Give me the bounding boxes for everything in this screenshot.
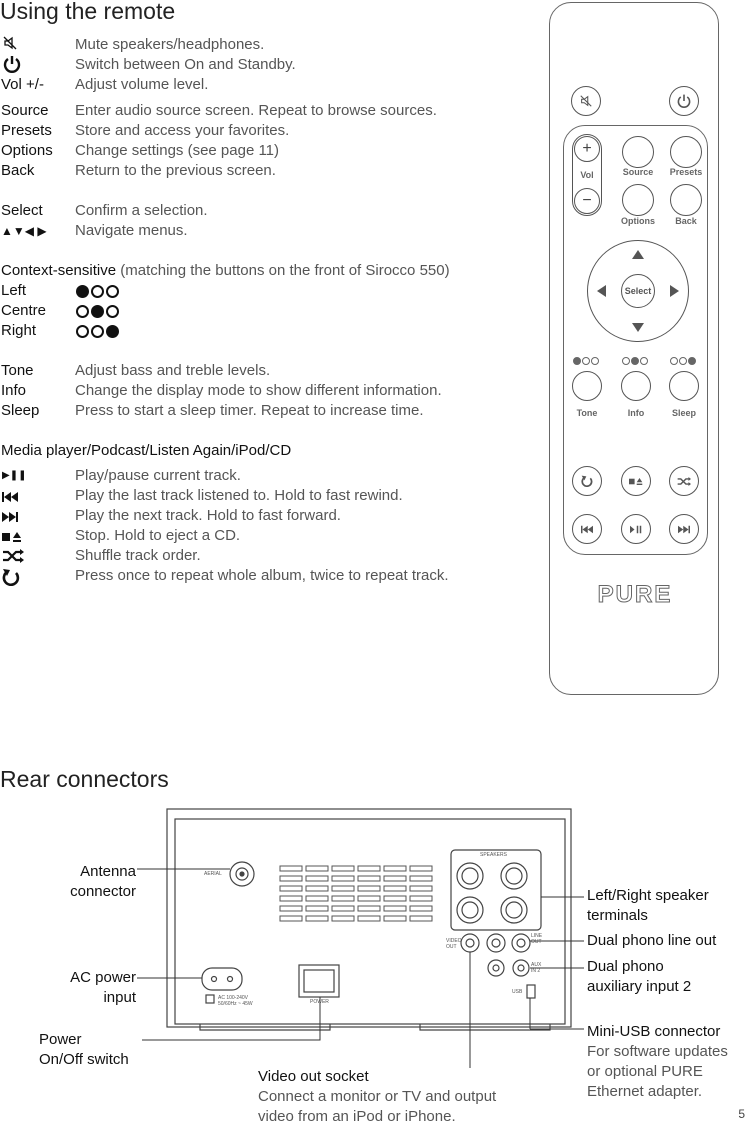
usb-callout-desc-1: For software updates [587,1043,728,1060]
remote-stop-eject-button [621,466,651,496]
list-item-term: Left [1,282,27,299]
list-item-desc: Play the next track. Hold to fast forward. [75,507,341,524]
list-item-desc: Press once to repeat whole album, twice to repeat track. [75,567,449,584]
antenna-callout-line1: Antenna [80,863,136,880]
power-label: POWER [310,999,329,1005]
aux-input-callout [587,957,691,997]
remote-prev-button [572,514,602,544]
list-item-term: Sleep [1,402,40,419]
video-out-callout-desc-1: Connect a monitor or TV and output [258,1088,497,1105]
remote-sleep-label: Sleep [671,408,696,418]
remote-nav-ring [587,240,689,342]
remote-source-button [622,136,654,168]
remote-illustration [549,2,719,695]
remote-play-pause-button [621,514,651,544]
ac-power-callout [70,968,136,1008]
aux-in-label: AUX IN 2 [531,962,542,974]
usb-callout [587,1022,728,1102]
centre-button-dots-icon [76,305,119,318]
list-item-term: Centre [1,302,47,319]
stop-eject-icon [2,530,22,546]
remote-right-dots-icon [670,357,696,365]
ac-power-callout-line1: AC power [70,969,136,986]
ac-power-callout-line2: input [103,989,136,1006]
power-switch-callout-line1: Power [39,1031,82,1048]
remote-select-button [621,274,655,308]
remote-vol-up-button: + [574,136,600,162]
list-item-desc: Switch between On and Standby. [75,56,296,73]
video-out-callout-desc-2: video from an iPod or iPhone. [258,1108,456,1125]
list-item-term: Back [1,162,35,179]
usb-callout-title: Mini-USB connector [587,1023,721,1040]
list-item-desc: Change settings (see page 11) [75,142,280,159]
power-switch-callout [39,1030,129,1070]
page-number: 5 [738,1107,745,1121]
remote-options-button [622,184,654,216]
list-item-desc: Shuffle track order. [75,547,201,564]
remote-repeat-button [572,466,602,496]
aux-input-line2: auxiliary input 2 [587,978,692,995]
remote-centre-dots-icon [622,357,648,365]
remote-info-button [621,371,651,401]
next-track-icon [2,510,18,526]
repeat-icon [2,568,20,589]
list-item-term: Source [1,102,49,119]
list-item-desc: Confirm a selection. [75,202,208,219]
list-item-term: Presets [1,122,52,139]
aux-input-line1: Dual phono [587,958,664,975]
section-title-remote: Using the remote [0,0,176,24]
remote-back-label: Back [675,216,697,226]
left-arrow-icon [597,285,606,297]
remote-tone-button [572,371,602,401]
context-heading-note: (matching the buttons on the front of Sirocco 550) [116,262,450,279]
usb-label: USB [512,989,523,995]
video-out-label: VIDEO OUT [446,938,462,950]
section-title-rear: Rear connectors [0,766,169,792]
mute-icon [2,35,18,54]
line-out-callout: Dual phono line out [587,932,717,949]
list-item-term: Right [1,322,37,339]
context-heading-term: Context-sensitive [1,262,117,279]
antenna-callout [70,862,136,902]
antenna-callout-line2: connector [70,883,136,900]
list-item-desc: Press to start a sleep timer. Repeat to increase time. [75,402,424,419]
usb-callout-desc-2: or optional PURE [587,1063,703,1080]
remote-select-label: Select [624,286,652,296]
speaker-terminals-line1: Left/Right speaker [587,887,709,904]
list-item-term: Select [1,202,43,219]
previous-track-icon [2,490,18,506]
list-item-desc: Play/pause current track. [75,467,241,484]
ac-rating-label: AC 100-240V 50/60Hz ~ 45W [218,995,253,1007]
down-arrow-icon [632,323,644,332]
list-item-term: Info [1,382,27,399]
aerial-label: AERIAL [204,871,222,877]
remote-back-button [670,184,702,216]
remote-shuffle-button [669,466,699,496]
speakers-label: SPEAKERS [480,852,507,858]
list-item-desc: Navigate menus. [75,222,188,239]
power-switch-callout-line2: On/Off switch [39,1051,129,1068]
remote-info-label: Info [627,408,645,418]
remote-left-dots-icon [573,357,599,365]
remote-sleep-button [669,371,699,401]
list-item-term: Vol +/- [1,76,44,93]
line-out-label: LINE OUT [531,933,543,945]
power-icon [2,54,22,77]
remote-mute-button [571,86,601,116]
list-item-desc: Stop. Hold to eject a CD. [75,527,241,544]
list-item-desc: Store and access your favorites. [75,122,290,139]
speaker-terminals-line2: terminals [587,907,648,924]
remote-presets-button [670,136,702,168]
remote-source-label: Source [622,167,654,177]
video-out-callout-title: Video out socket [258,1068,369,1085]
play-pause-icon: ▶❚❚ [2,470,27,481]
list-item-desc: Adjust volume level. [75,76,209,93]
shuffle-icon [2,549,24,566]
remote-next-button [669,514,699,544]
list-item-desc: Change the display mode to show different information. [75,382,442,399]
context-heading [1,262,450,279]
list-item-term: Options [1,142,53,159]
remote-options-label: Options [621,216,655,226]
arrow-keys-icon: ▲▼◀ ▶ [1,224,47,238]
right-button-dots-icon [76,325,119,338]
media-heading: Media player/Podcast/Listen Again/iPod/CD [1,442,292,459]
list-item-desc: Return to the previous screen. [75,162,276,179]
right-arrow-icon [670,285,679,297]
list-item-desc: Enter audio source screen. Repeat to browse sources. [75,102,437,119]
remote-presets-label: Presets [669,167,703,177]
up-arrow-icon [632,250,644,259]
video-out-callout [258,1067,496,1127]
usb-callout-desc-3: Ethernet adapter. [587,1083,703,1100]
list-item-desc: Mute speakers/headphones. [75,36,265,53]
speaker-terminals-callout [587,886,709,926]
remote-brand-logo: PURE [597,581,673,608]
remote-vol-label: Vol [580,170,594,180]
remote-tone-label: Tone [576,408,598,418]
list-item-term: Tone [1,362,34,379]
list-item-desc: Play the last track listened to. Hold to fast rewind. [75,487,403,504]
left-button-dots-icon [76,285,119,298]
remote-power-button [669,86,699,116]
list-item-desc: Adjust bass and treble levels. [75,362,271,379]
remote-vol-down-button: − [574,188,600,214]
